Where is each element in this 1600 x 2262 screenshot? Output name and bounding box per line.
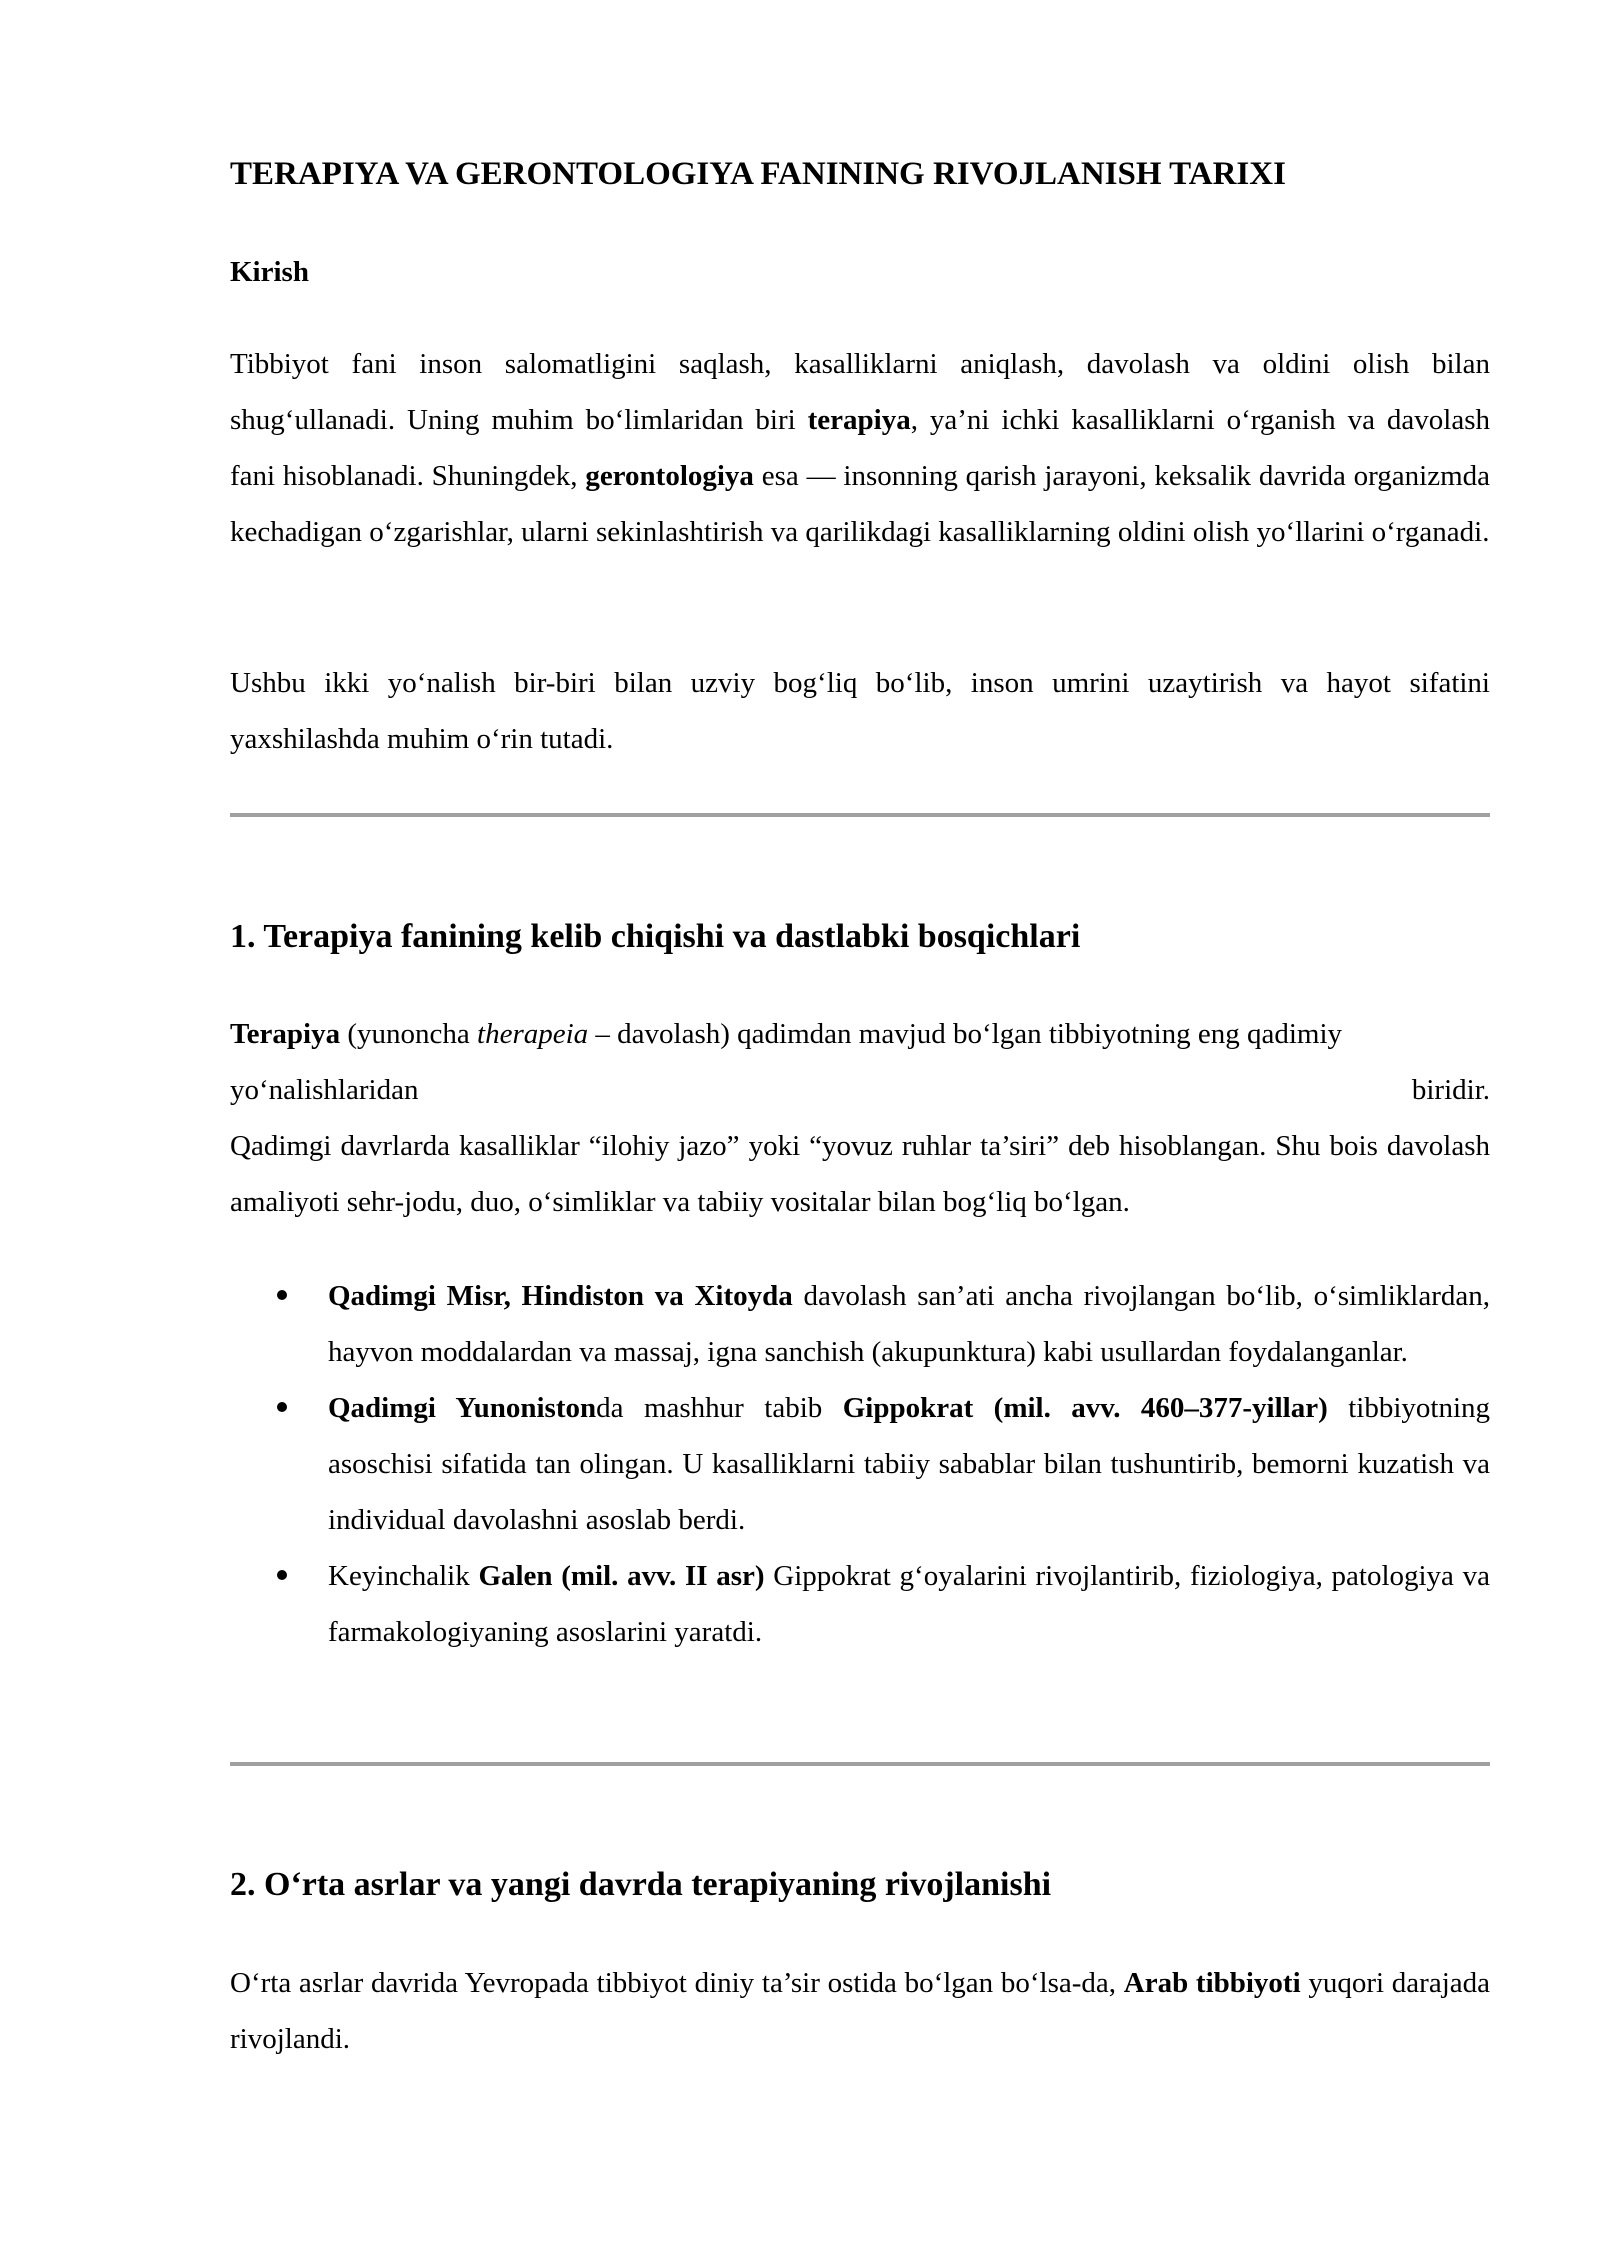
horizontal-divider — [230, 1762, 1490, 1766]
bullet-icon — [277, 1570, 287, 1580]
section-1-bullet-list — [230, 1268, 1490, 1660]
section-1-paragraph: Terapiya (yunoncha therapeia – davolash) qadimdan mavjud bo‘lgan tibbiyotning eng qadimiy yo‘nalishlaridan biridir. Qadimgi davrlarda kasalliklar “ilohiy jazo” yoki “yovuz ruhlar ta’siri” deb hisoblangan. Shu bois davolash amaliyoti sehr-jodu, duo, o‘simliklar va tabiiy vositalar bilan bog‘liq bo‘lgan. — [230, 1018, 1490, 1218]
list-item: Qadimgi Yunonistonda mashhur tabib Gippokrat (mil. avv. 460–377-yillar) tibbiyotning asoschisi sifatida tan olingan. U kasalliklarni tabiiy sabablar bilan tushuntirib, bemorni kuzatish va individual davolashni asoslab berdi. — [230, 1380, 1490, 1548]
intro-paragraph-2: Ushbu ikki yo‘nalish bir-biri bilan uzviy bog‘liq bo‘lib, inson umrini uzaytirish va hayot sifatini yaxshilashda muhim o‘rin tutadi. — [230, 667, 1490, 755]
section-2-heading: 2. O‘rta asrlar va yangi davrda terapiyaning rivojlanishi — [230, 1866, 1052, 1903]
horizontal-divider — [230, 813, 1490, 817]
section-2-paragraph: O‘rta asrlar davrida Yevropada tibbiyot diniy ta’sir ostida bo‘lgan bo‘lsa-da, Arab tibbiyoti yuqori darajada rivojlandi. — [230, 1967, 1490, 2055]
list-item: Keyinchalik Galen (mil. avv. II asr) Gippokrat g‘oyalarini rivojlantirib, fiziologiya, patologiya va farmakologiyaning asoslarini yaratdi. — [230, 1548, 1490, 1660]
document-title: TERAPIYA VA GERONTOLOGIYA FANINING RIVOJLANISH TARIXI — [230, 156, 1286, 192]
list-item: Qadimgi Misr, Hindiston va Xitoyda davolash san’ati ancha rivojlangan bo‘lib, o‘simliklardan, hayvon moddalardan va massaj, igna sanchish (akupunktura) kabi usullardan foydalanganlar. — [230, 1268, 1490, 1380]
intro-heading: Kirish — [230, 256, 309, 288]
intro-paragraph-1: Tibbiyot fani inson salomatligini saqlash, kasalliklarni aniqlash, davolash va oldini olish bilan shug‘ullanadi. Uning muhim bo‘limlaridan biri terapiya, ya’ni ichki kasalliklarni o‘rganish va davolash fani hisoblanadi. Shuningdek, gerontologiya esa — insonning qarish jarayoni, keksalik davrida organizmda kechadigan o‘zgarishlar, ularni sekinlashtirish va qarilikdagi kasalliklarning oldini olish yo‘llarini o‘rganadi. — [230, 348, 1491, 548]
bullet-icon — [277, 1402, 287, 1412]
bullet-icon — [277, 1290, 287, 1300]
section-1-heading: 1. Terapiya fanining kelib chiqishi va dastlabki bosqichlari — [230, 918, 1081, 955]
